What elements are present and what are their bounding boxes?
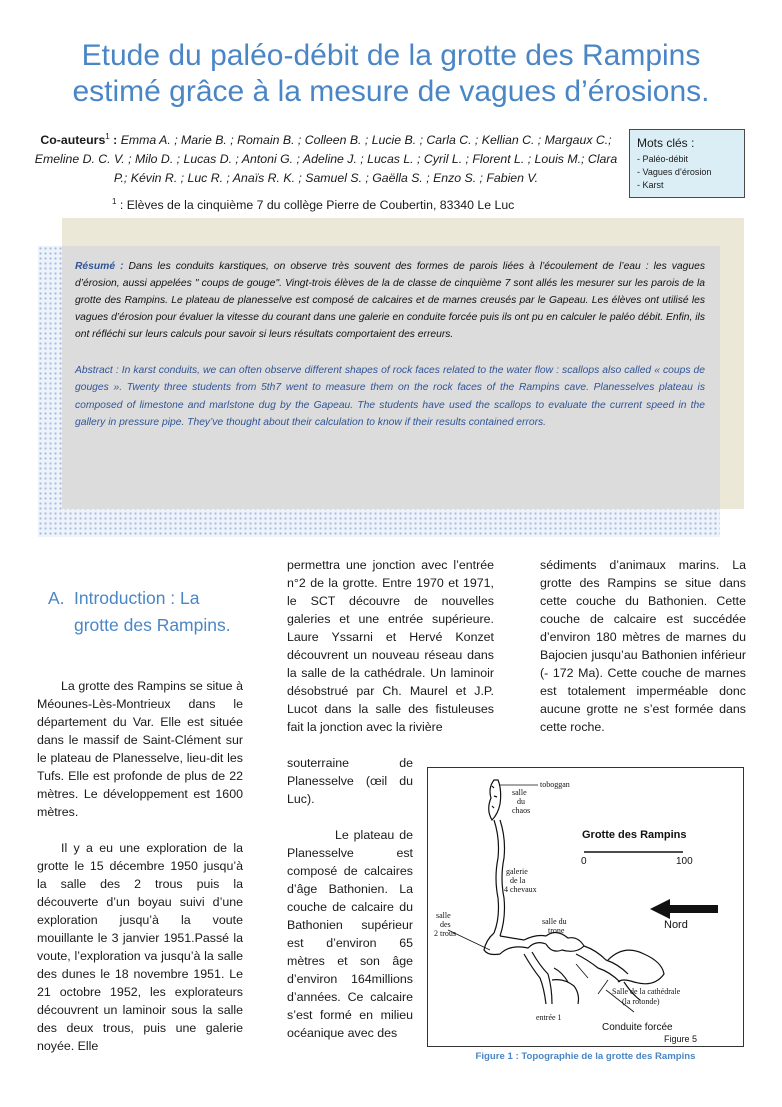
authors-block — [34, 127, 618, 188]
north-label: Nord — [664, 919, 688, 931]
paragraph: sédiments d’animaux marins. La grotte des Rampins se situe dans cette couche du Bathonien. Cette couche de calcaire est succédée d’environ 180 mètres de marnes du Bajocien jusqu’au Bathonien inférieur (- 172 Ma). Cette couche de marnes est totalement imperméable donc aucune grotte ne s’est formée dans cette roche. — [540, 558, 746, 734]
north-arrow-icon — [650, 899, 718, 919]
figure-caption: Figure 1 : Topographie de la grotte des Rampins — [475, 1051, 696, 1062]
label-conduite-forcee: Conduite forcée — [602, 1022, 673, 1033]
label-galerie: 4 chevaux — [504, 885, 537, 894]
resume-body: Dans les conduits karstiques, on observe très souvent des formes de parois liées à l’écoulement de l’eau : les vagues d’érosion, aussi appelées " coups de gouge". Vingt-trois élèves de la de classe de cinquième 7 sont allés les mesurer sur les parois de la grotte des Rampins. Le plateau de planesselve est composé de calcaires et de marnes creusés par le Gapeau. Les élèves ont utilisé les vagues d’érosion pour évaluer la vitesse du courant dans une galerie en conduite forcée puis ils ont pu en calculer le paléo débit. Enfin, ils ont réfléchi sur leurs calculs pour savoir si leurs résultats comportaient des erreurs. — [75, 261, 705, 340]
label-toboggan: toboggan — [540, 780, 570, 789]
resume-text — [75, 258, 705, 343]
label-salle-2trous: 2 trous — [434, 929, 456, 938]
paragraph: Il y a eu une exploration de la grotte le 15 décembre 1950 jusqu’à la salle des 2 trous puis la découverte d’un boyau suivi d’une exploration jusqu’à la voute mouillante le 3 janvier 1951.Passé la voute, l’exploration va jusqu’à la salle des dunes le 18 novembre 1951. Le 21 octobre 1952, les explorateurs découvrent un laminoir sous la salle des deux trous, puis une galerie noyée. Elle — [37, 841, 243, 1053]
paper-title — [40, 38, 742, 110]
keyword-item: - Paléo-débit — [637, 154, 689, 164]
label-salle-trone: salle du — [542, 917, 567, 926]
column-2 — [287, 556, 494, 736]
column-1 — [37, 677, 243, 1055]
paragraph: souterraine de Planesselve (œil du Luc). — [287, 756, 413, 806]
scale-start-label: 0 — [581, 856, 587, 867]
paragraph: La grotte des Rampins se situe à Méounes-Lès-Montrieux dans le département du Var. Elle est située dans le massif de Saint-Clément sur le plateau de Planesselve, lieu-dit les Tufs. Elle est profonde de plus de 22 mètres. Le développement est 1600 mètres. — [37, 679, 243, 819]
abstract-box — [62, 246, 720, 509]
abstract-text: Abstract : In karst conduits, we can often observe different shapes of rock faces related to the water flow : scallops also called « coups de gouges ». Twenty three students from 5th7 went to measure them on the rock faces of the Rampins cave. Planesselves plateau is composed of limestone and marlstone dug by the Gapeau. The students have used the scallops to evaluate the current speed in the gallery in pressure pipe. They’ve thought about their calculation to know if their results contained errors. — [75, 365, 705, 428]
authors-sup: 1 — [105, 132, 110, 141]
cave-map — [428, 768, 745, 1048]
title-line-2: estimé grâce à la mesure de vagues d’érosions. — [72, 75, 710, 108]
label-salle-chaos: du — [517, 797, 525, 806]
label-salle-trone: trone — [548, 926, 565, 935]
label-galerie: de la — [510, 876, 526, 885]
authors-label: Co-auteurs — [40, 133, 106, 148]
affiliation — [112, 197, 514, 212]
paragraph: Le plateau de Planesselve est composé de calcaires d’âge Bathonien. La couche de calcaire du Bathonien supérieur est d’environ 65 mètres et son âge d’environ 164millions d’années. Ce calcaire s’est formé en milieu océanique avec des — [287, 828, 413, 1040]
authors-names: Emma A. ; Marie B. ; Romain B. ; Colleen B. ; Lucie B. ; Carla C. ; Kellian C. ; Margaux C.; Emeline D. C. V. ; Milo D. ; Lucas D. ; Antoni G. ; Adeline J. ; Lucas L. ; Cyril L. ; Florent L. ; Louis M.; Clara P.; Kévin R. ; Luc R. ; Anaïs R. K. ; Samuel S. ; Gaëlla S. ; Enzo S. ; Fabien V. — [34, 133, 618, 186]
label-salle-cathedrale: (la rotonde) — [622, 997, 660, 1006]
label-salle-cathedrale: Salle de la cathédrale — [612, 987, 681, 996]
keyword-item: - Vagues d’érosion — [637, 167, 712, 177]
cave-map-figure — [427, 767, 744, 1047]
label-entree: entrée 1 — [536, 1013, 562, 1022]
authors-colon: : — [109, 133, 121, 148]
label-salle-2trous: salle — [436, 911, 451, 920]
keywords-title: Mots clés : — [637, 136, 695, 150]
column-2-wrapped — [287, 754, 413, 1042]
keyword-item: - Karst — [637, 180, 664, 190]
affiliation-text: : Elèves de la cinquième 7 du collège Pierre de Coubertin, 83340 Le Luc — [116, 198, 515, 213]
scale-end-label: 100 — [676, 856, 693, 867]
resume-label: Résumé : — [75, 261, 124, 272]
label-salle-chaos: salle — [512, 788, 527, 797]
keywords-box — [629, 129, 745, 198]
section-heading — [48, 585, 248, 639]
map-title: Grotte des Rampins — [582, 829, 687, 841]
label-salle-2trous: des — [440, 920, 451, 929]
column-3 — [540, 556, 746, 736]
label-salle-chaos: chaos — [512, 806, 531, 815]
paragraph: permettra une jonction avec l’entrée n°2 de la grotte. Entre 1970 et 1971, le SCT découvre de nouvelles galeries et une entrée supérieure. Laure Yssarni et Hervé Konzet découvrent un nouveau réseau dans la salle de la cathédrale. Un laminoir désobstrué par Ch. Maurel et J.P. Lucot dans la salle des fistuleuses fait la jonction avec la rivière — [287, 558, 494, 734]
label-galerie: galerie — [506, 867, 528, 876]
label-figure-number: Figure 5 — [664, 1034, 698, 1044]
section-title: Introduction : La grotte des Rampins. — [74, 588, 231, 635]
leader-lines — [448, 785, 634, 1012]
title-line-1: Etude du paléo-débit de la grotte des Rampins — [81, 39, 701, 72]
affiliation-sup: 1 — [112, 197, 117, 206]
section-number: A. — [48, 588, 65, 608]
